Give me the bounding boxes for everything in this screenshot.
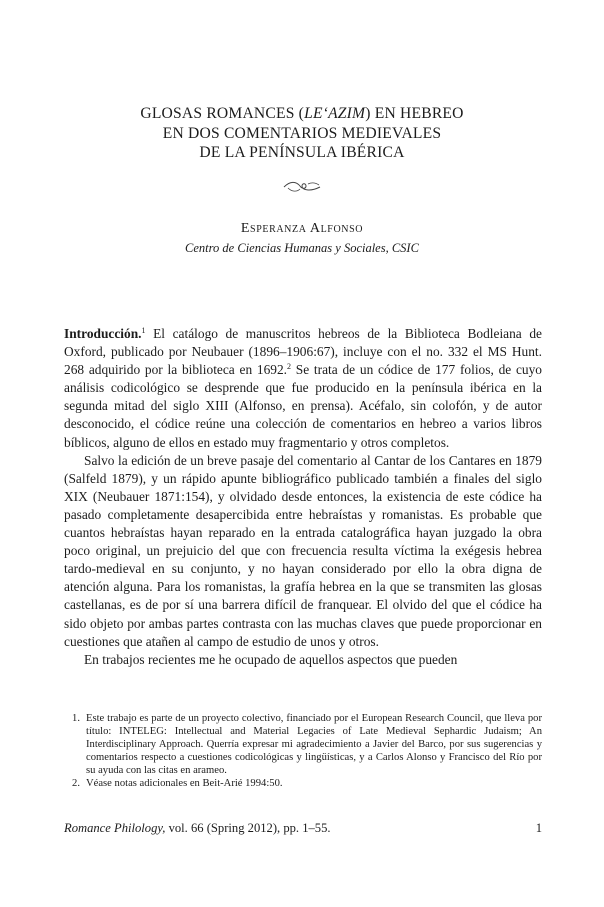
footnote-text: Este trabajo es parte de un proyecto colectivo, financiado por el European Research Council, que lleva por título: INTELEG: Intellectual and Material Legacies of Late Medieval Sephardic Judaism; An Interdisciplinary Approach. Querría expresar mi agradecimiento a Javier del Barco, por sus sugerencias y comentarios respecto a cuestiones codicológicas y lingüísticas, y a Carlos Alonso y Francisco del Río por su ayuda con las citas en arameo.: [86, 713, 542, 776]
footnotes: [64, 712, 542, 790]
journal-citation: Romance Philology, vol. 66 (Spring 2012), pp. 1–55.: [64, 821, 331, 835]
running-footer: [64, 820, 542, 836]
title-line-3: DE LA PENÍNSULA IBÉRICA: [199, 144, 405, 161]
paragraph-2: Salvo la edición de un breve pasaje del comentario al Cantar de los Cantares en 1879 (Salfeld 1879), y un rápido apunte bibliográfico publicado también a finales del siglo XIX (Neubauer 1871:154), y olvidado desde entonces, la existencia de este códice ha pasado completamente desapercibida entre hebraístas y romanistas. Es probable que cuantos hebraístas hayan reparado en la entrada catalográfica hayan juzgado la obra poco original, un prejuicio del que con frecuencia resulta víctima la exégesis hebrea tardo-medieval en su conjunto, y no hayan considerado por ello la obra digna de atención alguna. Para los romanistas, la grafía hebrea en la que se transmiten las glosas castellanas, es de por sí una barrera difícil de franquear. El olvido del que el códice ha sido objeto por ambas partes contrasta con las muchas claves que puede proporcionar en cuestiones que atañen al campo de estudio de unos y otros.: [64, 452, 542, 649]
footnote-number: 2.: [72, 778, 80, 789]
journal-name: Romance Philology,: [64, 821, 166, 835]
paragraph-1: Introducción.$^1$ El catálogo de manuscritos hebreos de la Biblioteca Bodleiana de Oxford, publicado por Neubauer (1896–1906:67), incluye con el no. 332 el MS Hunt. 268 adquirido por la biblioteca en 1692.$^2$ Se trata de un códice de 177 folios, de cuyo análisis codicológico se desprende que fue producido en la península ibérica en la segunda mitad del siglo XIII (Alfonso, en prensa). Acéfalo, sin colofón, y de autor desconocido, el códice reúne una colección de comentarios en hebreo a varios libros bíblicos, alguno de ellos en estado muy fragmentario y otros completos.: [64, 326, 542, 450]
footnote-number: 1.: [72, 713, 80, 724]
footnote-ref-1[interactable]: 1: [141, 326, 146, 335]
fleuron-ornament-icon: [282, 180, 322, 194]
title-line-2: EN DOS COMENTARIOS MEDIEVALES: [162, 124, 442, 142]
author-affiliation: Centro de Ciencias Humanas y Sociales, CSIC: [185, 241, 419, 255]
author-name: Esperanza Alfonso: [240, 221, 364, 236]
footnote-ref-2[interactable]: 2: [287, 362, 292, 372]
title-italic-term: LE‘AZIM: [304, 105, 366, 122]
paragraph-3: En trabajos recientes me he ocupado de aquellos aspectos que pueden: [84, 651, 458, 667]
footnote-1: [64, 712, 542, 777]
footnote-text: Véase notas adicionales en Beit-Arié 1994:50.: [86, 778, 283, 789]
title-line-1: GLOSAS ROMANCES (LE‘AZIM) EN HEBREO: [140, 105, 464, 122]
footnote-2: [64, 777, 542, 790]
section-lead: Introducción.: [64, 326, 142, 341]
article-body: [64, 325, 542, 669]
article-title: [60, 104, 544, 163]
page-number: 1: [535, 821, 542, 835]
